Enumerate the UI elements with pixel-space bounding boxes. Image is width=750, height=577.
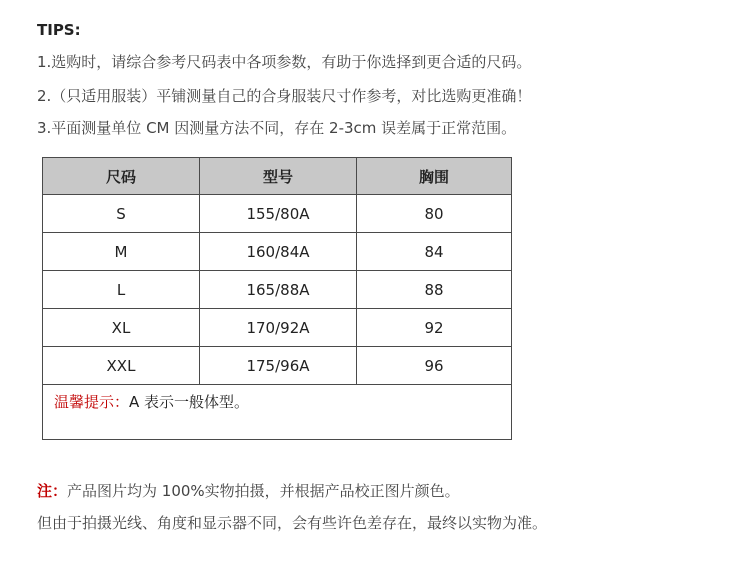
header-chest: 胸围 <box>357 158 512 195</box>
footer-text-1: 产品图片均为 100%实物拍摄，并根据产品校正图片颜色。 <box>67 482 460 500</box>
size-chart-table <box>42 157 512 440</box>
cell-model: 165/88A <box>200 271 357 309</box>
table-row <box>43 271 512 309</box>
cell-size: L <box>43 271 200 309</box>
footer-line-1 <box>37 481 460 501</box>
cell-chest: 88 <box>357 271 512 309</box>
table-note-cell <box>43 385 512 440</box>
cell-size: M <box>43 233 200 271</box>
cell-size: XXL <box>43 347 200 385</box>
table-row <box>43 309 512 347</box>
cell-chest: 84 <box>357 233 512 271</box>
note-text: A 表示一般体型。 <box>129 393 250 411</box>
cell-chest: 92 <box>357 309 512 347</box>
cell-model: 170/92A <box>200 309 357 347</box>
tip-line-2: 2.（只适用服装）平铺测量自己的合身服装尺寸作参考，对比选购更准确！ <box>37 87 532 105</box>
cell-size: S <box>43 195 200 233</box>
footer-line-2: 但由于拍摄光线、角度和显示器不同，会有些许色差存在，最终以实物为准。 <box>37 514 548 532</box>
cell-model: 175/96A <box>200 347 357 385</box>
tip-line-3: 3.平面测量单位 CM 因测量方法不同，存在 2-3cm 误差属于正常范围。 <box>37 119 517 137</box>
cell-size: XL <box>43 309 200 347</box>
tip-line-1: 1.选购时，请综合参考尺码表中各项参数，有助于你选择到更合适的尺码。 <box>37 53 532 71</box>
header-model: 型号 <box>200 158 357 195</box>
note-label: 温馨提示： <box>54 393 130 411</box>
cell-model: 155/80A <box>200 195 357 233</box>
tips-title: TIPS: <box>37 21 81 39</box>
table-row <box>43 195 512 233</box>
table-note-row <box>43 385 512 440</box>
cell-chest: 96 <box>357 347 512 385</box>
table-row <box>43 347 512 385</box>
header-size: 尺码 <box>43 158 200 195</box>
cell-model: 160/84A <box>200 233 357 271</box>
footer-label: 注： <box>37 482 68 500</box>
table-row <box>43 233 512 271</box>
table-header-row <box>43 158 512 195</box>
cell-chest: 80 <box>357 195 512 233</box>
